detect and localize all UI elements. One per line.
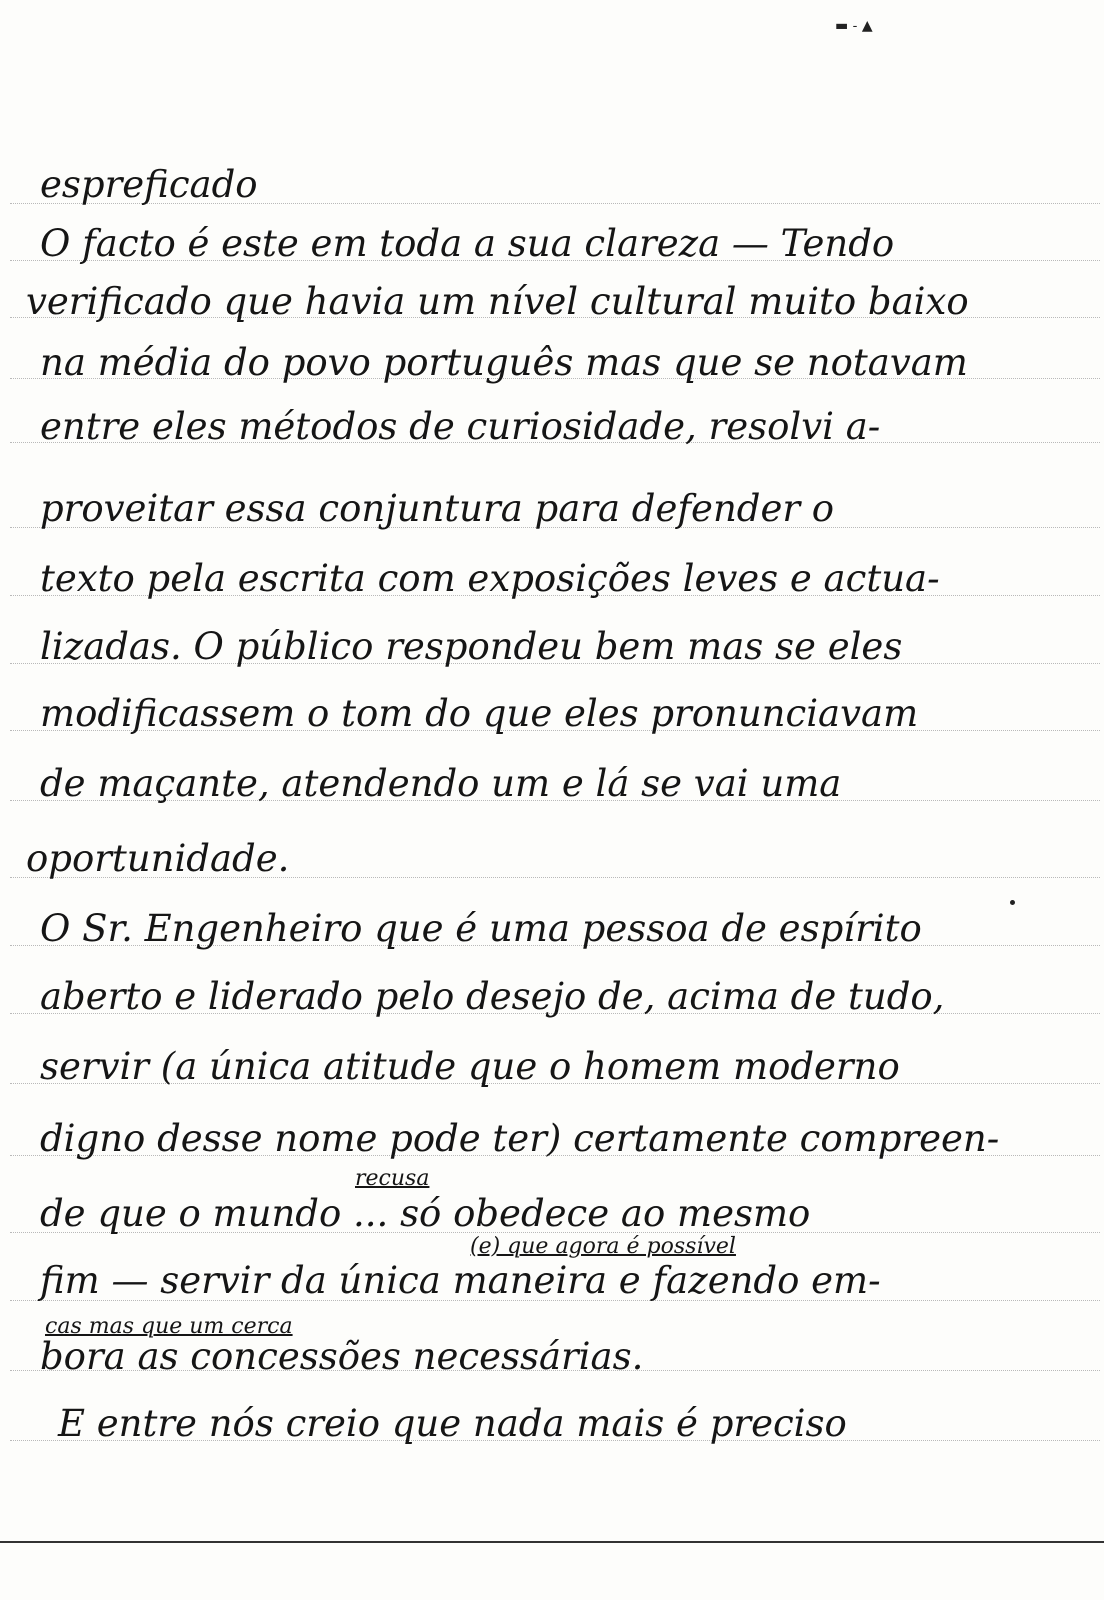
page-bottom-edge	[0, 1541, 1104, 1543]
handwritten-line-4: na média do povo português mas que se notavam	[40, 341, 968, 384]
handwritten-line-2: O facto é este em toda a sua clareza — Tendo	[40, 222, 895, 265]
handwritten-line-9: modificassem o tom do que eles pronunciavam	[40, 692, 919, 735]
handwritten-line-1: espreficado	[40, 163, 258, 206]
handwritten-line-14: servir (a única atitude que o homem moderno	[40, 1045, 900, 1088]
handwritten-line-12: O Sr. Engenheiro que é uma pessoa de espírito	[40, 907, 922, 950]
handwritten-line-6: proveitar essa conjuntura para defender o	[40, 487, 835, 530]
insertion-cas-mas: cas mas que um cerca	[45, 1314, 293, 1339]
handwritten-line-5: entre eles métodos de curiosidade, resolvi a-	[40, 405, 881, 448]
top-corner-mark: ▬ - ▲	[835, 18, 873, 34]
handwritten-line-7: texto pela escrita com exposições leves e actua-	[40, 557, 940, 600]
handwritten-line-16: de que o mundo ... só obedece ao mesmo	[40, 1192, 811, 1235]
handwritten-line-13: aberto e liderado pelo desejo de, acima de tudo,	[40, 975, 945, 1018]
handwritten-line-17: fim — servir da única maneira e fazendo em-	[40, 1259, 881, 1302]
handwritten-line-3: verificado que havia um nível cultural muito baixo	[26, 280, 969, 323]
insertion-recusa: recusa	[355, 1166, 430, 1191]
handwritten-line-10: de maçante, atendendo um e lá se vai uma	[40, 762, 842, 805]
handwritten-line-15: digno desse nome pode ter) certamente compreen-	[40, 1117, 1000, 1160]
insertion-que-agora: (e) que agora é possível	[470, 1234, 736, 1259]
handwritten-line-18: bora as concessões necessárias.	[40, 1335, 644, 1378]
faint-bleedthrough-text	[310, 166, 1000, 196]
handwritten-line-8: lizadas. O público respondeu bem mas se eles	[40, 625, 903, 668]
handwritten-line-11: oportunidade.	[26, 837, 290, 880]
ink-dot	[1010, 900, 1015, 905]
handwritten-line-19: E entre nós creio que nada mais é preciso	[58, 1402, 847, 1445]
